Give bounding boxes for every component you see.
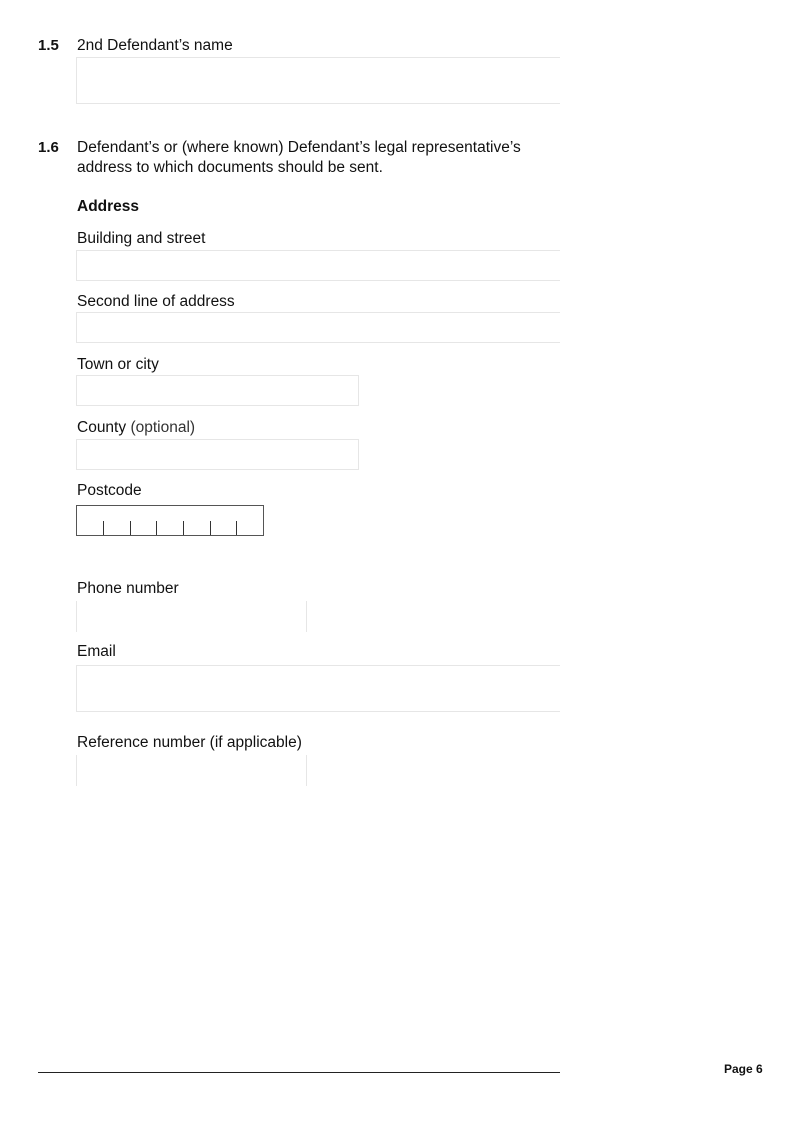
county-optional-text: (optional)	[130, 419, 196, 436]
postcode-divider	[210, 521, 211, 535]
postcode-divider	[156, 521, 157, 535]
postcode-divider	[236, 521, 237, 535]
question-label-address-line-2: address to which documents should be sent.	[77, 159, 383, 176]
address-heading: Address	[77, 198, 140, 215]
phone-number-field[interactable]	[76, 601, 307, 632]
phone-number-label: Phone number	[77, 580, 179, 597]
question-label-2nd-defendant-name: 2nd Defendant’s name	[77, 37, 233, 54]
town-city-label: Town or city	[77, 356, 159, 373]
reference-number-label: Reference number (if applicable)	[77, 734, 302, 751]
postcode-divider	[183, 521, 184, 535]
county-label-text: County	[77, 419, 127, 436]
postcode-label: Postcode	[77, 482, 142, 499]
county-label	[77, 418, 195, 438]
second-line-address-field[interactable]	[76, 312, 560, 343]
question-label-address-line-1: Defendant’s or (where known) Defendant’s legal representative’s	[77, 139, 521, 156]
page-number: Page 6	[724, 1062, 763, 1076]
postcode-field[interactable]	[76, 505, 264, 536]
email-label: Email	[77, 643, 116, 660]
reference-number-field[interactable]	[76, 755, 307, 786]
email-field[interactable]	[76, 665, 560, 712]
question-number-1-6: 1.6	[38, 139, 59, 156]
building-street-label: Building and street	[77, 230, 206, 247]
town-city-field[interactable]	[76, 375, 359, 406]
2nd-defendant-name-field[interactable]	[76, 57, 560, 104]
county-field[interactable]	[76, 439, 359, 470]
question-number-1-5: 1.5	[38, 37, 59, 54]
postcode-divider	[130, 521, 131, 535]
second-line-address-label: Second line of address	[77, 293, 235, 310]
footer-divider	[38, 1072, 560, 1073]
building-street-field[interactable]	[76, 250, 560, 281]
postcode-divider	[103, 521, 104, 535]
